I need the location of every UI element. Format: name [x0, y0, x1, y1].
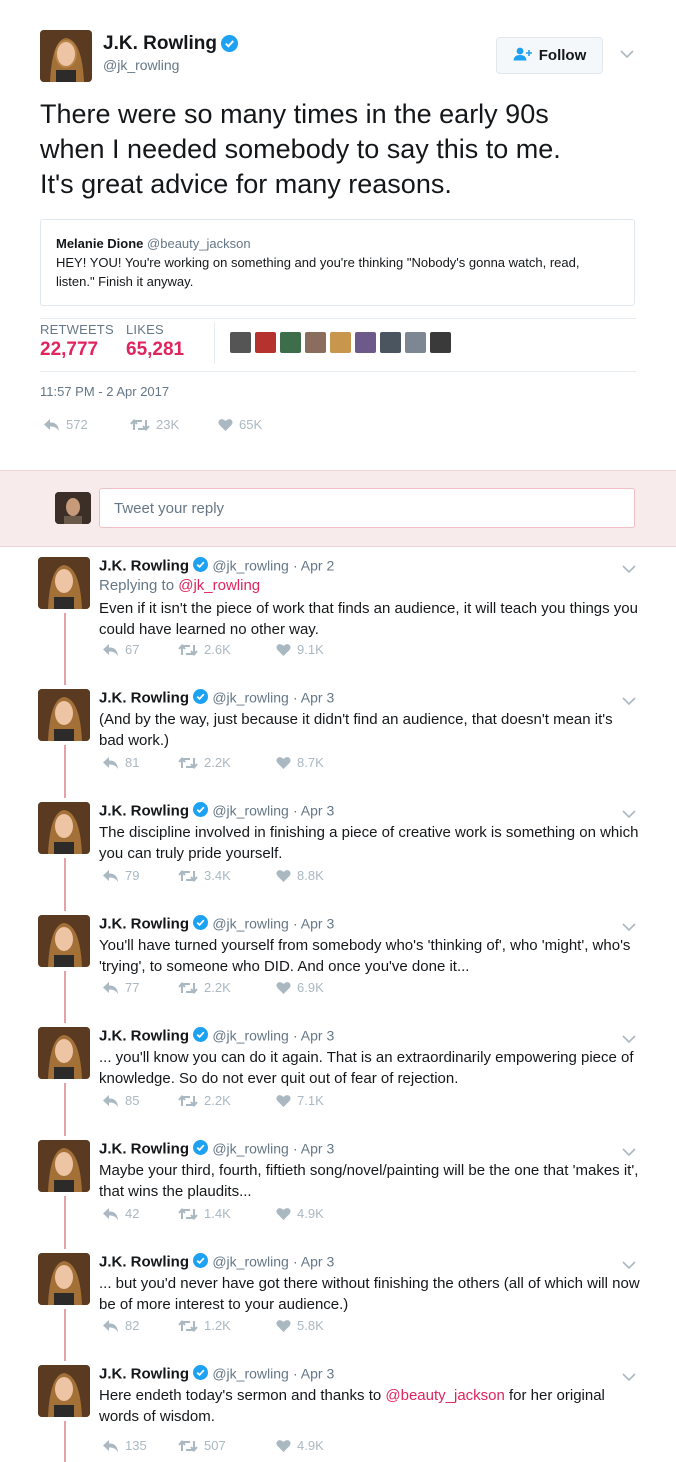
retweet-count: 23K: [156, 417, 180, 432]
thread-author-name[interactable]: J.K. Rowling: [99, 915, 189, 933]
thread-tweet-text: ... you'll know you can do it again. That is an extraordinarily empowering piece of knowledge. So do not ever quit out of fear of rejection.: [99, 1049, 634, 1087]
tweet-text-part: Here endeth today's sermon and thanks to: [99, 1387, 386, 1404]
reply-button[interactable]: [102, 1093, 178, 1108]
thread-author-avatar[interactable]: [38, 1027, 90, 1079]
thread-tweet-actions: [102, 1206, 324, 1221]
retweet-count: 507: [204, 1438, 226, 1453]
thread-tweet-header: [99, 915, 334, 934]
thread-author-avatar[interactable]: [38, 915, 90, 967]
thread-author-handle[interactable]: @jk_rowling: [212, 915, 289, 932]
tweet-date[interactable]: · Apr 3: [292, 1027, 335, 1044]
liker-avatar[interactable]: [230, 332, 251, 353]
retweet-icon: [130, 418, 150, 432]
like-count: 4.9K: [297, 1438, 324, 1453]
like-count: 8.7K: [297, 755, 324, 770]
verified-badge-icon: [221, 35, 238, 57]
reply-count: 572: [66, 417, 88, 432]
quoted-author-handle: @beauty_jackson: [147, 236, 251, 251]
thread-tweet-text: Maybe your third, fourth, fiftieth song/novel/painting will be the one that 'makes it', that wins the plaudits...: [99, 1162, 639, 1200]
thread-tweet-text: (And by the way, just because it didn't find an audience, that doesn't mean it's bad work.): [99, 711, 613, 749]
tweet-options-chevron-icon[interactable]: [622, 561, 636, 579]
retweet-button[interactable]: [178, 1206, 276, 1221]
tweet-text: [40, 97, 561, 202]
replying-to-prefix: Replying to: [99, 577, 179, 594]
tweet-date[interactable]: · Apr 3: [292, 689, 335, 706]
reply-count: 82: [125, 1318, 140, 1333]
retweet-icon: [178, 1207, 198, 1221]
quoted-tweet[interactable]: [40, 219, 635, 306]
heart-icon: [276, 981, 291, 995]
verified-badge-icon: [193, 689, 208, 708]
like-button[interactable]: [276, 642, 324, 657]
reply-button[interactable]: [102, 1438, 178, 1453]
tweet-date[interactable]: · Apr 3: [292, 1253, 335, 1270]
retweets-count[interactable]: 22,777: [40, 339, 99, 360]
thread-connector-line: [64, 745, 66, 798]
tweet-date[interactable]: · Apr 3: [292, 915, 335, 932]
tweet-date[interactable]: · Apr 2: [292, 557, 335, 574]
retweet-count: 1.4K: [204, 1206, 231, 1221]
heart-icon: [218, 418, 233, 432]
verified-badge-icon: [193, 1365, 208, 1384]
like-count: 7.1K: [297, 1093, 324, 1108]
reply-icon: [102, 869, 119, 883]
like-count: 4.9K: [297, 1206, 324, 1221]
like-button[interactable]: [276, 1206, 324, 1221]
reply-placeholder: Tweet your reply: [114, 499, 225, 517]
thread-author-avatar[interactable]: [38, 1140, 90, 1192]
retweet-button[interactable]: [130, 417, 218, 432]
retweet-button[interactable]: [178, 1093, 276, 1108]
retweet-icon: [178, 869, 198, 883]
like-count: 8.8K: [297, 868, 324, 883]
thread-tweet-header: [99, 802, 334, 821]
thread-author-handle[interactable]: @jk_rowling: [212, 802, 289, 819]
like-count: 65K: [239, 417, 263, 432]
thread-tweet-header: [99, 689, 334, 708]
tweet-timestamp[interactable]: 11:57 PM - 2 Apr 2017: [40, 384, 170, 399]
replying-to-handle[interactable]: @jk_rowling: [178, 577, 261, 594]
thread-connector-line: [64, 1083, 66, 1136]
thread-author-handle[interactable]: @jk_rowling: [212, 689, 289, 706]
reply-button[interactable]: [102, 1206, 178, 1221]
thread-connector-line: [64, 971, 66, 1023]
thread-tweet-actions: [102, 642, 324, 657]
quoted-tweet-text: HEY! YOU! You're working on something and you're thinking "Nobody's gonna watch, read, listen." Finish it anyway.: [56, 255, 580, 289]
tweet-date[interactable]: · Apr 3: [292, 1365, 335, 1382]
thread-author-handle[interactable]: @jk_rowling: [212, 557, 289, 574]
stats-divider: [214, 322, 215, 364]
liker-avatar[interactable]: [330, 332, 351, 353]
retweet-icon: [178, 981, 198, 995]
thread-author-name[interactable]: J.K. Rowling: [99, 557, 189, 575]
reply-icon: [102, 1439, 119, 1453]
heart-icon: [276, 1207, 291, 1221]
thread-connector-line: [64, 1309, 66, 1361]
reply-icon: [102, 1094, 119, 1108]
likes-count[interactable]: 65,281: [126, 339, 185, 360]
thread-connector-line: [64, 1421, 66, 1462]
reply-count: 67: [125, 642, 140, 657]
quoted-author-name: Melanie Dione: [56, 236, 144, 251]
thread-tweet-actions: [102, 980, 324, 995]
thread-author-name[interactable]: J.K. Rowling: [99, 1253, 189, 1271]
reply-count: 81: [125, 755, 140, 770]
author-name[interactable]: J.K. Rowling: [103, 33, 217, 54]
reply-count: 79: [125, 868, 140, 883]
thread-author-name[interactable]: J.K. Rowling: [99, 802, 189, 820]
thread-connector-line: [64, 858, 66, 911]
tweet-text-line: There were so many times in the early 90s: [40, 99, 549, 129]
liker-avatar[interactable]: [255, 332, 276, 353]
verified-badge-icon: [193, 557, 208, 576]
retweet-icon: [178, 1439, 198, 1453]
heart-icon: [276, 756, 291, 770]
author-handle[interactable]: @jk_rowling: [103, 57, 180, 73]
like-button[interactable]: [218, 417, 262, 432]
more-options-chevron-icon[interactable]: [620, 46, 634, 64]
thread-tweet-actions: [102, 1318, 324, 1333]
thread-tweet-header: [99, 1140, 334, 1159]
retweet-button[interactable]: [178, 980, 276, 995]
liker-avatar[interactable]: [305, 332, 326, 353]
heart-icon: [276, 643, 291, 657]
thread-tweet-text: ... but you'd never have got there without finishing the others (all of which will now be of more interest to your audience.): [99, 1275, 640, 1313]
retweet-icon: [178, 643, 198, 657]
verified-badge-icon: [193, 1140, 208, 1159]
reply-count: 85: [125, 1093, 140, 1108]
reply-button[interactable]: [102, 868, 178, 883]
heart-icon: [276, 1319, 291, 1333]
retweet-icon: [178, 756, 198, 770]
reply-count: 42: [125, 1206, 140, 1221]
like-count: 5.8K: [297, 1318, 324, 1333]
thread-author-handle[interactable]: @jk_rowling: [212, 1365, 289, 1382]
tweet-text-line: when I needed somebody to say this to me.: [40, 134, 561, 164]
reply-icon: [102, 1319, 119, 1333]
like-button[interactable]: [276, 1093, 324, 1108]
heart-icon: [276, 869, 291, 883]
reply-icon: [102, 1207, 119, 1221]
thread-author-avatar[interactable]: [38, 557, 90, 609]
reply-button[interactable]: [43, 417, 130, 432]
retweet-count: 2.2K: [204, 755, 231, 770]
like-button[interactable]: [276, 1438, 324, 1453]
verified-badge-icon: [193, 802, 208, 821]
divider: [40, 318, 636, 319]
liker-avatar[interactable]: [430, 332, 451, 353]
thread-tweet-text: The discipline involved in finishing a piece of creative work is something on which you can truly pride yourself.: [99, 824, 639, 862]
like-button[interactable]: [276, 755, 324, 770]
retweet-button[interactable]: [178, 868, 276, 883]
retweet-count: 1.2K: [204, 1318, 231, 1333]
thread-tweet-header: [99, 1027, 334, 1046]
thread-tweet-text: You'll have turned yourself from somebody who's 'thinking of', who 'might', who's 'trying', to someone who DID. And once you've done it...: [99, 937, 631, 975]
thread-tweet-header: [99, 1365, 334, 1384]
reply-button[interactable]: [102, 980, 178, 995]
retweet-button[interactable]: [178, 1318, 276, 1333]
liker-avatar[interactable]: [280, 332, 301, 353]
thread-author-handle[interactable]: @jk_rowling: [212, 1140, 289, 1157]
thread-author-name[interactable]: J.K. Rowling: [99, 1365, 189, 1383]
thread-connector-line: [64, 1196, 66, 1249]
thread-tweet-actions: [102, 868, 324, 883]
divider: [40, 371, 636, 372]
like-button[interactable]: [276, 868, 324, 883]
tweet-text-line: It's great advice for many reasons.: [40, 169, 452, 199]
reply-count: 135: [125, 1438, 147, 1453]
thread-tweet-text: Even if it isn't the piece of work that finds an audience, it will teach you things you could have learned no other way.: [99, 600, 638, 638]
reply-button[interactable]: [102, 642, 178, 657]
follow-button[interactable]: [496, 37, 603, 74]
verified-badge-icon: [193, 1027, 208, 1046]
reply-icon: [102, 981, 119, 995]
reply-icon: [102, 756, 119, 770]
likes-label[interactable]: LIKES: [126, 322, 164, 337]
current-user-avatar[interactable]: [55, 492, 91, 524]
retweet-button[interactable]: [178, 642, 276, 657]
heart-icon: [276, 1439, 291, 1453]
thread-author-name[interactable]: J.K. Rowling: [99, 1027, 189, 1045]
thread-author-avatar[interactable]: [38, 1253, 90, 1305]
retweet-button[interactable]: [178, 1438, 276, 1453]
retweet-count: 2.6K: [204, 642, 231, 657]
like-button[interactable]: [276, 1318, 324, 1333]
thread-author-handle[interactable]: @jk_rowling: [212, 1253, 289, 1270]
tweet-date[interactable]: · Apr 3: [292, 802, 335, 819]
main-tweet-actions: [43, 417, 262, 432]
thread-tweet-actions: [102, 1438, 324, 1453]
thread-tweet-actions: [102, 1093, 324, 1108]
liker-avatar[interactable]: [405, 332, 426, 353]
reply-input[interactable]: [99, 488, 635, 528]
like-count: 6.9K: [297, 980, 324, 995]
thread-tweet-header: [99, 557, 334, 576]
thread-connector-line: [64, 613, 66, 685]
retweet-count: 2.2K: [204, 980, 231, 995]
thread-author-name[interactable]: J.K. Rowling: [99, 1140, 189, 1158]
thread-author-avatar[interactable]: [38, 802, 90, 854]
retweet-count: 3.4K: [204, 868, 231, 883]
retweets-label[interactable]: RETWEETS: [40, 322, 114, 337]
reply-button[interactable]: [102, 1318, 178, 1333]
tweet-text-part: for her original words of wisdom.: [99, 1387, 605, 1425]
replying-to: [99, 577, 260, 594]
liker-avatars: [230, 332, 451, 353]
thread-tweet-header: [99, 1253, 334, 1272]
retweet-button[interactable]: [178, 755, 276, 770]
verified-badge-icon: [193, 915, 208, 934]
thread-author-avatar[interactable]: [38, 689, 90, 741]
liker-avatar[interactable]: [380, 332, 401, 353]
retweet-icon: [178, 1094, 198, 1108]
reply-count: 77: [125, 980, 140, 995]
add-user-icon: [513, 47, 533, 65]
like-button[interactable]: [276, 980, 324, 995]
reply-icon: [102, 643, 119, 657]
thread-author-name[interactable]: J.K. Rowling: [99, 689, 189, 707]
thread-tweet-text: [99, 1385, 639, 1427]
thread-author-handle[interactable]: @jk_rowling: [212, 1027, 289, 1044]
thread-author-avatar[interactable]: [38, 1365, 90, 1417]
heart-icon: [276, 1094, 291, 1108]
mention-link[interactable]: @beauty_jackson: [385, 1387, 505, 1404]
like-count: 9.1K: [297, 642, 324, 657]
follow-label: Follow: [538, 47, 587, 64]
reply-button[interactable]: [102, 755, 178, 770]
retweet-icon: [178, 1319, 198, 1333]
retweet-count: 2.2K: [204, 1093, 231, 1108]
tweet-date[interactable]: · Apr 3: [292, 1140, 335, 1157]
thread-tweet-actions: [102, 755, 324, 770]
reply-icon: [43, 418, 60, 432]
author-avatar[interactable]: [40, 30, 92, 82]
liker-avatar[interactable]: [355, 332, 376, 353]
verified-badge-icon: [193, 1253, 208, 1272]
